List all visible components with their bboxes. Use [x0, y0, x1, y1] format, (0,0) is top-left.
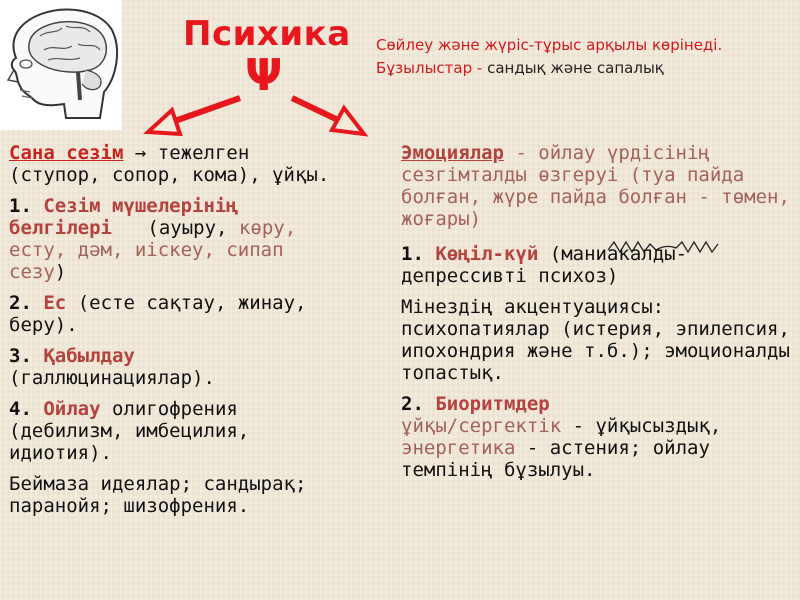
bio-text-b: - астения; [526, 437, 642, 459]
perception-num: 3. [9, 345, 32, 367]
senses-text-b: көру, есту, дәм, иіскеу, сипап сезу [9, 217, 297, 283]
senses-text-a: (ауыру, [147, 217, 228, 239]
thinking-term: Ойлау [43, 398, 101, 420]
psi-symbol: Ψ [245, 50, 283, 101]
arrow-down-left-icon [148, 98, 240, 134]
emotions-text: - ойлау үрдісінің сезгімталды өзгеруі (туа пайда болған, жүре пайда болған - төмен, жоғары) [401, 142, 790, 230]
bio-text-a: - ұйқысыздық, [572, 415, 722, 437]
note-disorders-label: Бұзылыстар - [376, 59, 483, 77]
senses-term: Сезім мүшелерінің белгілері [9, 195, 238, 239]
mood-item [401, 243, 796, 287]
page-title: Психика [183, 14, 351, 54]
biorhythm-item [401, 393, 796, 481]
right-column [401, 142, 796, 490]
consciousness-text: тежелген (ступор, сопор, кома), ұйқы. [9, 142, 330, 186]
mood-term: Көңіл-күй [435, 243, 539, 265]
brain-head-illustration [0, 0, 122, 130]
left-column [9, 142, 349, 526]
bio-sleep: ұйқы/сергектік [401, 415, 562, 437]
perception-text: (галлюцинациялар). [9, 367, 215, 389]
mood-num: 1. [401, 243, 424, 265]
memory-text: (есте сақтау, жинау, беру). [9, 292, 307, 336]
bio-energy: энергетика [401, 437, 516, 459]
thinking-num: 4. [9, 398, 32, 420]
wave-decoration [401, 235, 796, 243]
senses-text-c: ) [54, 261, 67, 283]
bio-term: Биоритмдер [435, 393, 550, 415]
thinking-item [9, 398, 349, 464]
senses-item [9, 195, 349, 283]
memory-item [9, 292, 349, 336]
character-item: Мінездің акцентуациясы: психопатиялар (истерия, эпилепсия, ипохондрия және т.б.); эмоционалды топастық. [401, 296, 790, 384]
consciousness-item [9, 142, 349, 186]
subtitle-note [376, 34, 722, 80]
memory-term: Ес [43, 292, 67, 314]
arrow-right-icon: → [134, 142, 147, 164]
perception-term: Қабылдау [43, 345, 135, 367]
perception-item [9, 345, 349, 389]
note-line-2 [376, 57, 722, 80]
bio-text-c: ойлау темпінің бұзылуы. [401, 437, 710, 481]
bio-num: 2. [401, 393, 424, 415]
note-line-1: Сөйлеу және жүріс-тұрыс арқылы көрінеді. [376, 36, 723, 54]
memory-num: 2. [9, 292, 32, 314]
thinking-text: олигофрения (дебилизм, имбецилия, идиотия). [9, 398, 250, 464]
arrow-down-right-icon [292, 98, 364, 134]
emotions-item [401, 142, 796, 230]
emotions-term: Эмоциялар [401, 142, 504, 164]
mood-text: (маниакалды-депрессивті психоз) [401, 243, 688, 287]
human-head-brain-icon [0, 0, 122, 130]
note-disorders-types: сандық және сапалық [487, 59, 664, 77]
ideas-item: Беймаза идеялар; сандырақ; паранойя; шизофрения. [9, 473, 307, 517]
consciousness-term: Сана сезім [9, 142, 124, 164]
senses-num: 1. [9, 195, 32, 217]
